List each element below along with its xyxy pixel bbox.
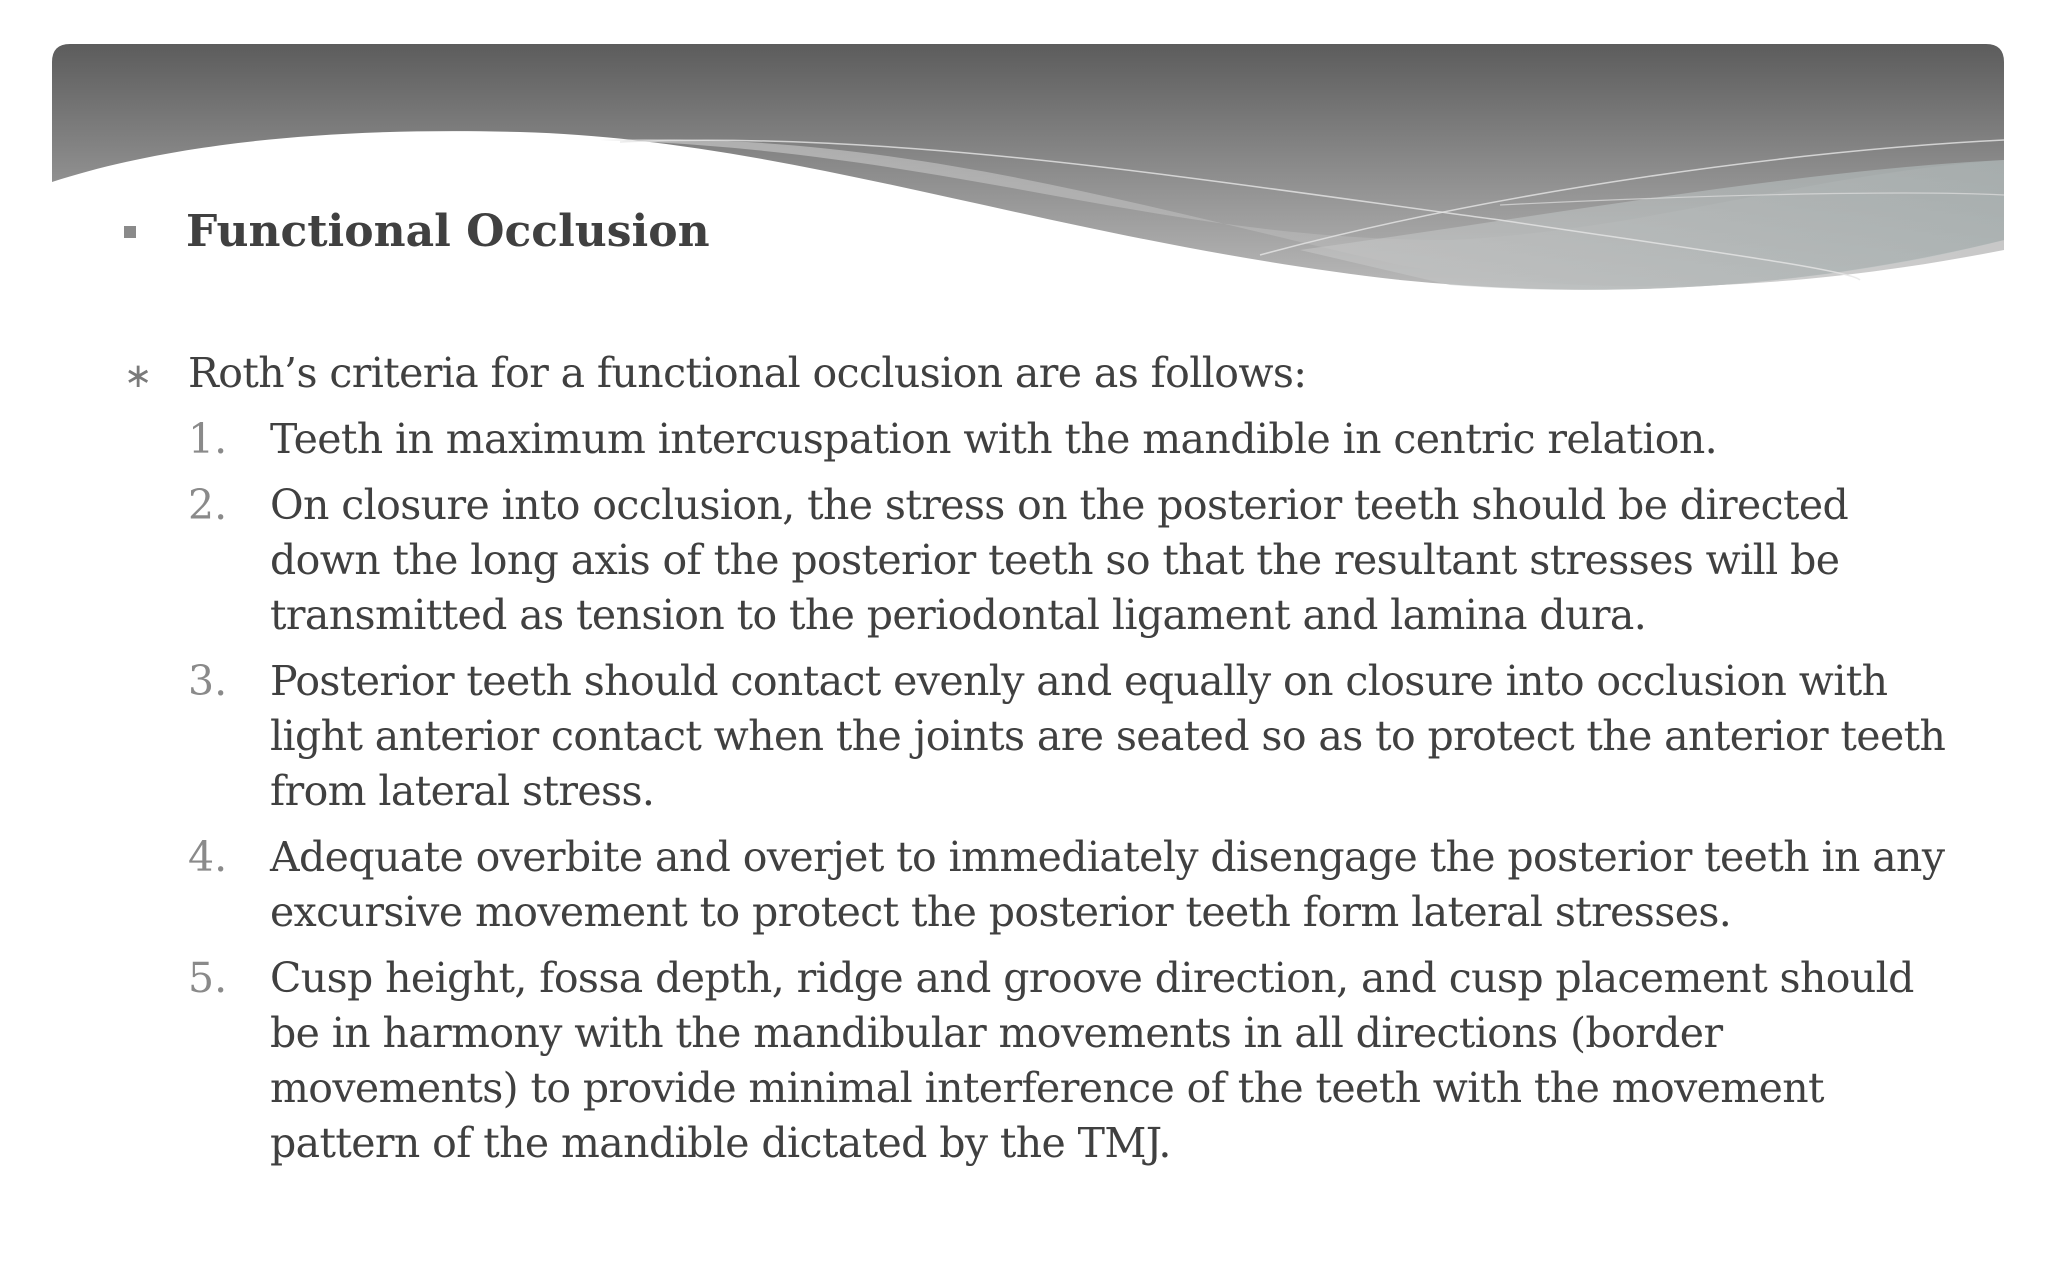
list-item (188, 830, 1948, 940)
list-item (188, 412, 1948, 467)
item-text: On closure into occlusion, the stress on the posterior teeth should be directed down the long axis of the posterior teeth so that the resultant stresses will be transmitted as tension to the periodontal ligament and lamina dura. (270, 481, 1849, 639)
item-number: 1. (188, 415, 228, 463)
item-number: 3. (188, 657, 228, 705)
item-number: 5. (188, 954, 228, 1002)
asterisk-bullet-icon: ∗ (124, 356, 153, 396)
item-text: Cusp height, fossa depth, ridge and groove direction, and cusp placement should be in harmony with the mandibular movements in all directions (border movements) to provide minimal interference of the teeth with the movement pattern of the mandible dictated by the TMJ. (270, 954, 1914, 1167)
square-bullet-icon (124, 226, 136, 238)
item-text: Adequate overbite and overjet to immediately disengage the posterior teeth in any excursive movement to protect the posterior teeth form lateral stresses. (270, 833, 1945, 936)
item-text: Posterior teeth should contact evenly and equally on closure into occlusion with light anterior contact when the joints are seated so as to protect the anterior teeth from lateral stress. (270, 657, 1946, 815)
item-number: 4. (188, 833, 228, 881)
item-number: 2. (188, 481, 228, 529)
criteria-list (188, 412, 1948, 1182)
list-item (188, 951, 1948, 1171)
heading-row (124, 206, 710, 257)
intro-row (124, 346, 1307, 406)
list-item (188, 478, 1948, 643)
header-wave-graphic (0, 0, 2048, 320)
intro-text: Roth’s criteria for a functional occlusion are as follows: (188, 349, 1307, 397)
list-item (188, 654, 1948, 819)
item-text: Teeth in maximum intercuspation with the mandible in centric relation. (270, 415, 1718, 463)
slide-heading: Functional Occlusion (186, 206, 710, 257)
